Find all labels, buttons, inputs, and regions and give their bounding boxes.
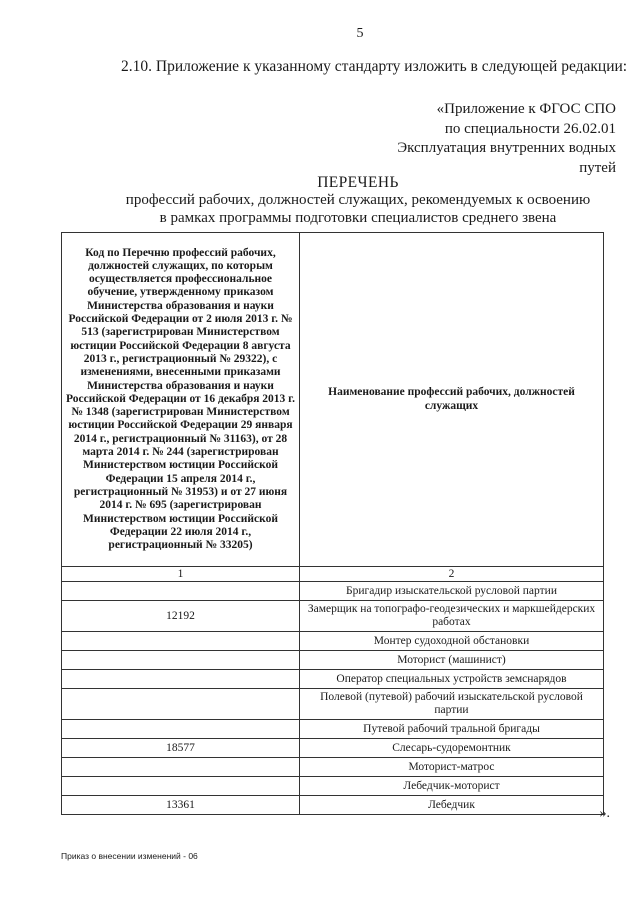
header-name-column: Наименование профессий рабочих, должностей служащих bbox=[300, 233, 604, 567]
profession-name: Моторист-матрос bbox=[300, 758, 604, 777]
profession-code bbox=[62, 720, 300, 739]
profession-name: Бригадир изыскательской русловой партии bbox=[300, 582, 604, 601]
profession-name: Монтер судоходной обстановки bbox=[300, 632, 604, 651]
table-row bbox=[62, 796, 604, 815]
header-code-column: Код по Перечню профессий рабочих, должностей служащих, по которым осуществляется профессиональное обучение, утвержденному приказом Министерства образования и науки Российской Федерации от 2 июля 2013 г. № 513 (зарегистрирован Министерством юстиции Российской Федерации 8 августа 2013 г., регистрационный № 29322), с изменениями, внесенными приказами Министерства образования и науки Российской Федерации от 16 декабря 2013 г. № 1348 (зарегистрирован Министерством юстиции Российской Федерации 29 января 2014 г., регистрационный № 31163), от 28 марта 2014 г. № 244 (зарегистрирован Министерством юстиции Российской Федерации 15 апреля 2014 г., регистрационный № 31953) и от 27 июня 2014 г. № 695 (зарегистрирован Министерством юстиции Российской Федерации 22 июля 2014 г., регистрационный № 33205) bbox=[62, 233, 300, 567]
profession-code bbox=[62, 582, 300, 601]
profession-code: 18577 bbox=[62, 739, 300, 758]
profession-name: Лебедчик bbox=[300, 796, 604, 815]
table-row bbox=[62, 651, 604, 670]
table-row bbox=[62, 632, 604, 651]
professions-table bbox=[61, 232, 604, 815]
appendix-header bbox=[397, 100, 616, 178]
table-row bbox=[62, 601, 604, 632]
profession-code: 13361 bbox=[62, 796, 300, 815]
page-number: 5 bbox=[356, 26, 364, 41]
appendix-line: путей bbox=[579, 159, 616, 176]
profession-name: Моторист (машинист) bbox=[300, 651, 604, 670]
table-row bbox=[62, 582, 604, 601]
profession-name: Замерщик на топографо-геодезических и маркшейдерских работах bbox=[300, 601, 604, 632]
list-subtitle-line: в рамках программы подготовки специалистов среднего звена bbox=[159, 210, 557, 226]
list-subtitle-line: профессий рабочих, должностей служащих, рекомендуемых к освоению bbox=[125, 192, 591, 208]
profession-name: Слесарь-судоремонтник bbox=[300, 739, 604, 758]
appendix-line: «Приложение к ФГОС СПО bbox=[436, 101, 616, 117]
profession-name: Полевой (путевой) рабочий изыскательской русловой партии bbox=[300, 689, 604, 720]
profession-code bbox=[62, 758, 300, 777]
table-row bbox=[62, 758, 604, 777]
profession-name: Лебедчик-моторист bbox=[300, 777, 604, 796]
column-number-row bbox=[62, 567, 604, 582]
closing-quote: ». bbox=[599, 806, 610, 821]
profession-code bbox=[62, 651, 300, 670]
table-header-row bbox=[62, 233, 604, 567]
profession-name: Оператор специальных устройств земснарядов bbox=[300, 670, 604, 689]
column-number: 2 bbox=[300, 567, 604, 582]
page-footer: Приказ о внесении изменений - 06 bbox=[61, 851, 198, 861]
table-row bbox=[62, 689, 604, 720]
profession-name: Путевой рабочий тральной бригады bbox=[300, 720, 604, 739]
list-subtitle bbox=[0, 191, 640, 227]
column-number: 1 bbox=[62, 567, 300, 582]
table-row bbox=[62, 777, 604, 796]
table-row bbox=[62, 720, 604, 739]
table-row bbox=[62, 670, 604, 689]
profession-code bbox=[62, 777, 300, 796]
profession-code bbox=[62, 632, 300, 651]
profession-code: 12192 bbox=[62, 601, 300, 632]
list-title: ПЕРЕЧЕНЬ bbox=[317, 174, 399, 191]
intro-paragraph: 2.10. Приложение к указанному стандарту изложить в следующей редакции: bbox=[121, 58, 628, 75]
appendix-line: Эксплуатация внутренних водных bbox=[397, 140, 616, 156]
profession-code bbox=[62, 689, 300, 720]
appendix-line: по специальности 26.02.01 bbox=[444, 120, 616, 137]
table-row bbox=[62, 739, 604, 758]
profession-code bbox=[62, 670, 300, 689]
